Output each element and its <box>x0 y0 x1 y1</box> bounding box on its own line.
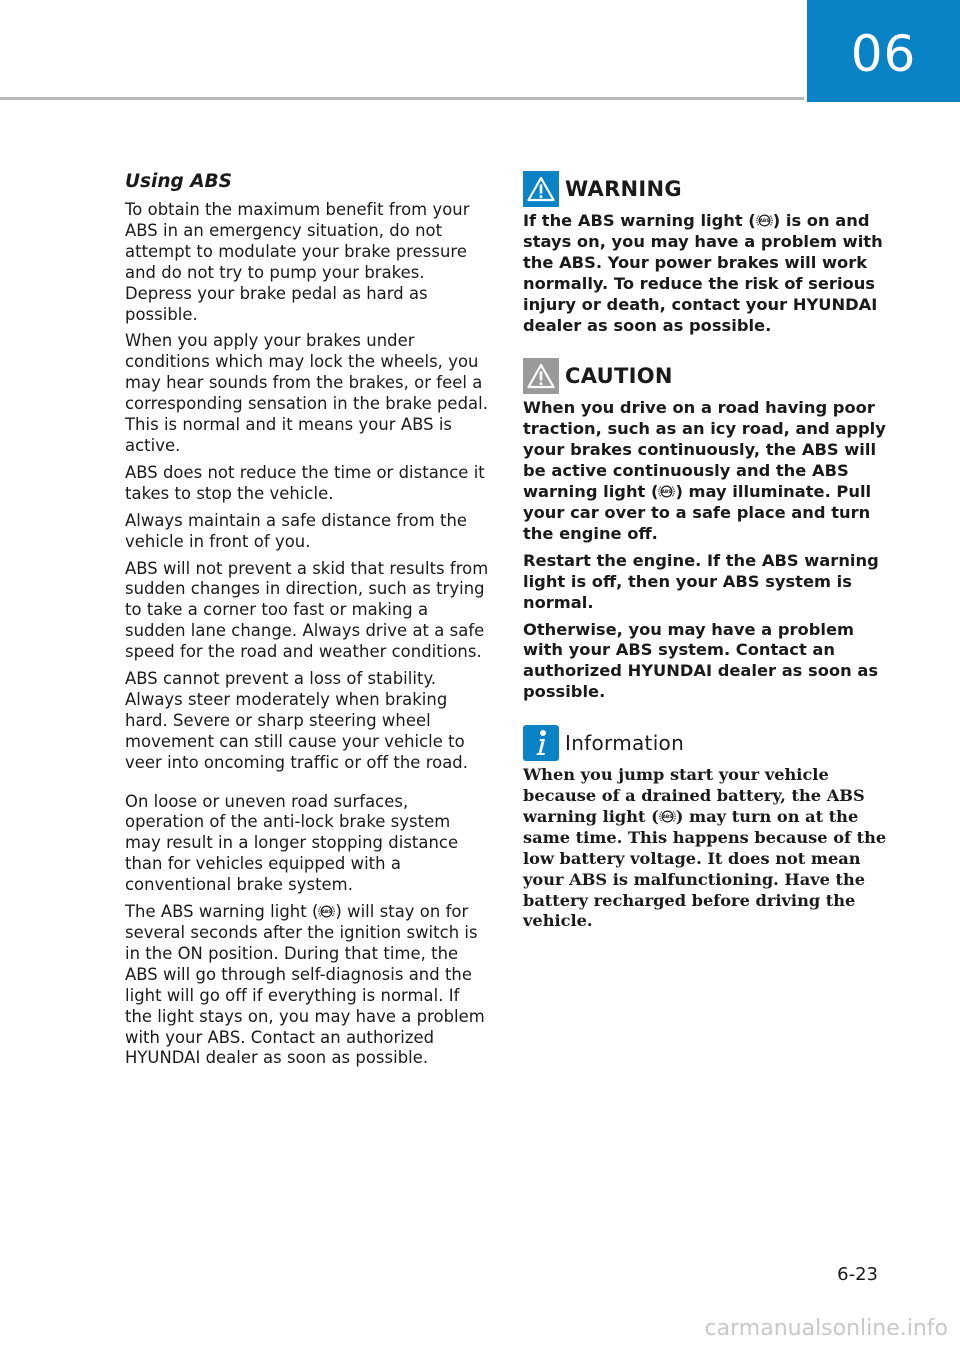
caution-text-3: Otherwise, you may have a problem with your ABS system. Contact an authorized HYUNDAI dealer as soon as possible. <box>523 619 879 702</box>
text-segment: ) will stay on for several seconds after the ignition switch is in the ON position. During that time, the ABS will go through self-diagnosis and the light will go off if everything is normal. If the light stays on, you may have a problem with your ABS. Contact an authorized HYUNDAI dealer as soon as possible. <box>125 902 485 1068</box>
information-notice <box>523 725 891 932</box>
abs-warning-light-icon <box>756 212 773 229</box>
body-paragraph-8 <box>125 902 490 1069</box>
body-paragraph-5: ABS will not prevent a skid that results from sudden changes in direction, such as trying to take a corner too fast or making a sudden lane change. Always drive at a safe speed for the road and weather conditions. <box>125 558 489 662</box>
text-segment: If the ABS warning light ( <box>523 211 756 230</box>
warning-text <box>523 211 891 336</box>
caution-text-1 <box>523 398 891 544</box>
section-heading: Using ABS <box>125 171 232 192</box>
text-segment: When you drive on a road having poor traction, such as an icy road, and apply your brakes continuously, the ABS will be active continuously and the ABS warning light ( <box>523 398 886 502</box>
caution-text-2: Restart the engine. If the ABS warning light is off, then your ABS system is normal. <box>523 550 879 612</box>
text-segment: ) may turn on at the same time. This happens because of the low battery voltage. It does not mean your ABS is malfunctioning. Have the battery recharged before driving the vehicle. <box>523 806 887 931</box>
caution-title: CAUTION <box>565 364 673 389</box>
body-paragraph-2: When you apply your brakes under conditions which may lock the wheels, you may hear sounds from the brakes, or feel a corresponding sensation in the brake pedal. This is normal and it means your ABS is active. <box>125 331 488 455</box>
header-rule <box>0 97 804 100</box>
body-paragraph-1: To obtain the maximum benefit from your ABS in an emergency situation, do not attempt to modulate your brake pressure and do not try to pump your brakes. Depress your brake pedal as hard as possible. <box>125 200 470 324</box>
right-column <box>523 171 891 932</box>
information-text <box>523 765 891 932</box>
body-paragraph-4: Always maintain a safe distance from the vehicle in front of you. <box>125 510 468 551</box>
text-segment: When you jump start your vehicle because of a drained battery, the ABS warning light ( <box>523 765 865 826</box>
body-paragraph-3: ABS does not reduce the time or distance it takes to stop the vehicle. <box>125 462 485 503</box>
info-icon <box>523 725 559 761</box>
warning-header <box>523 171 891 207</box>
warning-title: WARNING <box>565 177 682 201</box>
warning-triangle-icon <box>523 171 559 207</box>
watermark: carmanualsonline.info <box>704 1316 948 1341</box>
information-header <box>523 725 891 761</box>
text-segment: The ABS warning light ( <box>125 902 319 922</box>
abs-warning-light-icon <box>658 483 675 500</box>
caution-notice <box>523 358 891 703</box>
left-column <box>125 171 490 1075</box>
abs-warning-light-icon <box>659 808 676 825</box>
information-title: Information <box>565 731 685 756</box>
caution-triangle-icon <box>523 358 559 394</box>
caution-header <box>523 358 891 394</box>
body-paragraph-7: On loose or uneven road surfaces, operation of the anti-lock brake system may result in a longer stopping distance than for vehicles equipped with a conventional brake system. <box>125 791 459 895</box>
page-number: 6-23 <box>837 1264 878 1285</box>
text-segment: ) is on and stays on, you may have a problem with the ABS. Your power brakes will work normally. To reduce the risk of serious injury or death, contact your HYUNDAI dealer as soon as possible. <box>523 211 883 335</box>
warning-notice <box>523 171 891 336</box>
text-segment: ) may illuminate. Pull your car over to a safe place and turn the engine off. <box>523 482 872 543</box>
abs-warning-light-icon <box>318 903 335 920</box>
body-paragraph-6: ABS cannot prevent a loss of stability. Always steer moderately when braking hard. Severe or sharp steering wheel movement can still cause your vehicle to veer into oncoming traffic or off the road. <box>125 669 469 772</box>
chapter-number-tab: 06 <box>807 0 960 102</box>
